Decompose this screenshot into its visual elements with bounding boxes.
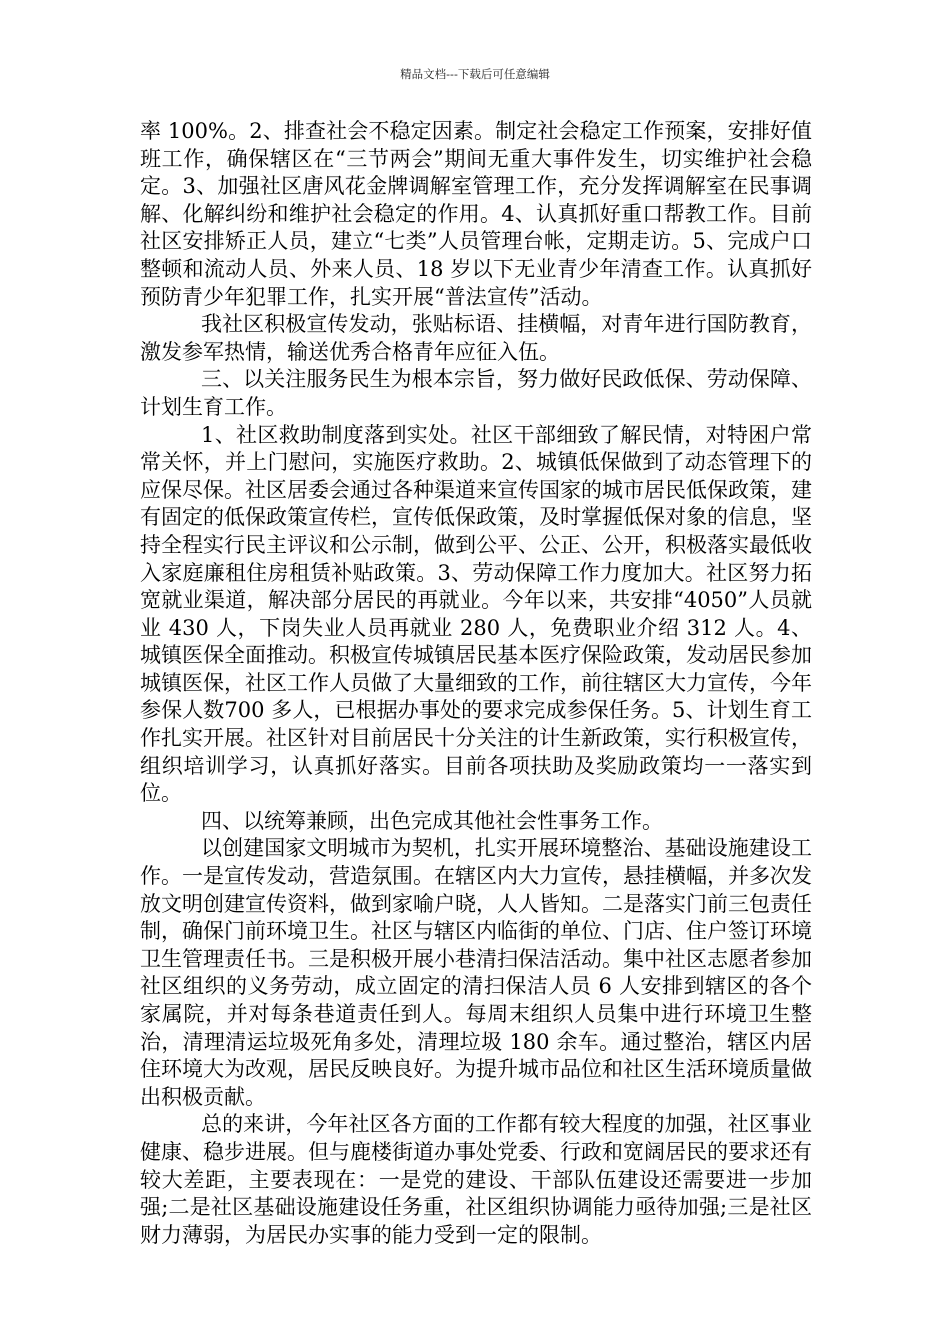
- paragraph: 以创建国家文明城市为契机，扎实开展环境整治、基础设施建设工作。一是宣传发动，营造氛围。在辖区内大力宣传，悬挂横幅，并多次发放文明创建宣传资料，做到家喻户晓，人人皆知。二是落实门前三包责任制，确保门前环境卫生。社区与辖区内临街的单位、门店、住户签订环境卫生管理责任书。三是积极开展小巷清扫保洁活动。集中社区志愿者参加社区组织的义务劳动，成立固定的清扫保洁人员 6 人安排到辖区的各个家属院，并对每条巷道责任到人。每周末组织人员集中进行环境卫生整治，清理清运垃圾死角多处，清理垃圾 180 余车。通过整治，辖区内居住环境大为改观，居民反映良好。为提升城市品位和社区生活环境质量做出积极贡献。: [140, 836, 812, 1109]
- page-header: 精品文档---下载后可任意编辑: [400, 67, 550, 81]
- paragraph-continued: 率 100%。2、排查社会不稳定因素。制定社会稳定工作预案，安排好值班工作，确保辖区在“三节两会”期间无重大事件发生，切实维护社会稳定。3、加强社区唐风花金牌调解室管理工作，充分发挥调解室在民事调解、化解纠纷和维护社会稳定的作用。4、认真抓好重口帮教工作。目前社区安排矫正人员，建立“七类”人员管理台帐，定期走访。5、完成户口整顿和流动人员、外来人员、18 岁以下无业青少年清查工作。认真抓好预防青少年犯罪工作，扎实开展“普法宣传”活动。: [140, 119, 812, 309]
- paragraph: 我社区积极宣传发动，张贴标语、挂横幅，对青年进行国防教育，激发参军热情，输送优秀合格青年应征入伍。: [140, 312, 812, 364]
- document-body: [140, 118, 812, 1249]
- section-heading: 四、以统筹兼顾，出色完成其他社会性事务工作。: [201, 808, 663, 833]
- section-heading: 三、以关注服务民生为根本宗旨，努力做好民政低保、劳动保障、计划生育工作。: [140, 367, 812, 419]
- paragraph: 总的来讲，今年社区各方面的工作都有较大程度的加强，社区事业健康、稳步进展。但与鹿楼街道办事处党委、行政和宽阔居民的要求还有较大差距，主要表现在：一是党的建设、干部队伍建设还需要进一步加强;二是社区基础设施建设任务重，社区组织协调能力亟待加强;三是社区财力薄弱，为居民办实事的能力受到一定的限制。: [140, 1112, 812, 1247]
- paragraph: 1、社区救助制度落到实处。社区干部细致了解民情，对特困户常常关怀，并上门慰问，实施医疗救助。2、城镇低保做到了动态管理下的应保尽保。社区居委会通过各种渠道来宣传国家的城市居民低保政策，建有固定的低保政策宣传栏，宣传低保政策，及时掌握低保对象的信息，坚持全程实行民主评议和公示制，做到公平、公正、公开，积极落实最低收入家庭廉租住房租赁补贴政策。3、劳动保障工作力度加大。社区努力拓宽就业渠道，解决部分居民的再就业。今年以来，共安排“4050”人员就业 430 人，下岗失业人员再就业 280 人，免费职业介绍 312 人。4、城镇医保全面推动。积极宣传城镇居民基本医疗保险政策，发动居民参加城镇医保，社区工作人员做了大量细致的工作，前往辖区大力宣传，今年参保人数700 多人，已根据办事处的要求完成参保任务。5、计划生育工作扎实开展。社区针对目前居民十分关注的计生新政策，实行积极宣传，组织培训学习，认真抓好落实。目前各项扶助及奖励政策均一一落实到位。: [140, 422, 812, 806]
